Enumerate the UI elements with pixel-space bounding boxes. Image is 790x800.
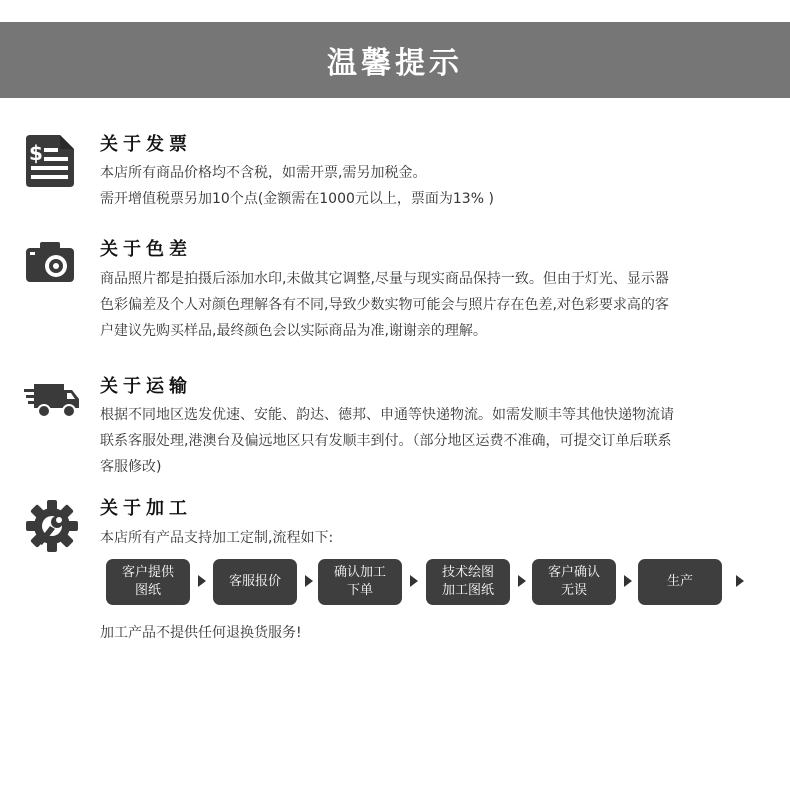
arrow-right-icon [518,575,526,587]
text-line: 本店所有产品支持加工定制,流程如下: [100,530,334,546]
text-line: 联系客服处理,港澳台及偏远地区只有发顺丰到付。（部分地区运费不准确，可提交订单后联系 [100,433,672,449]
process-flow [106,559,766,605]
svg-text:$: $ [29,141,43,165]
gear-wrench-icon [24,498,80,554]
section-title-processing: 关于加工 [100,498,192,519]
text-line: 商品照片都是拍摄后添加水印,未做其它调整,尽量与现实商品保持一致。但由于灯光、显示器 [100,271,669,287]
camera-icon [24,240,76,284]
process-step: 客户提供 图纸 [106,559,190,605]
text-line: 根据不同地区选发优速、安能、韵达、德邦、申通等快递物流。如需发顺丰等其他快递物流请 [100,407,674,423]
arrow-right-icon [198,575,206,587]
text-line: 客服修改) [100,459,162,475]
section-body-shipping [100,402,770,480]
footer-note: 加工产品不提供任何退换货服务! [100,625,302,641]
section-body-color [100,266,770,344]
section-body-processing [100,525,770,551]
section-body-invoice [100,160,770,212]
arrow-right-icon [305,575,313,587]
invoice-icon [24,133,76,189]
process-step: 生产 [638,559,722,605]
process-step: 客户确认 无误 [532,559,616,605]
section-title-invoice: 关于发票 [100,134,192,155]
process-step: 技术绘图 加工图纸 [426,559,510,605]
arrow-right-icon [736,575,744,587]
text-line: 色彩偏差及个人对颜色理解各有不同,导致少数实物可能会与照片存在色差,对色彩要求高的客 [100,297,669,313]
section-title-shipping: 关于运输 [100,376,192,397]
page-title: 温馨提示 [327,46,463,81]
delivery-truck-icon [24,380,80,420]
text-line: 需开增值税票另加10个点(金额需在1000元以上，票面为13% ) [100,191,494,207]
arrow-right-icon [410,575,418,587]
process-step: 客服报价 [213,559,297,605]
text-line: 户建议先购买样品,最终颜色会以实际商品为准,谢谢亲的理解。 [100,323,487,339]
section-title-color: 关于色差 [100,239,192,260]
header-banner [0,22,790,98]
text-line: 本店所有商品价格均不含税，如需开票,需另加税金。 [100,165,427,181]
process-step: 确认加工 下单 [318,559,402,605]
arrow-right-icon [624,575,632,587]
